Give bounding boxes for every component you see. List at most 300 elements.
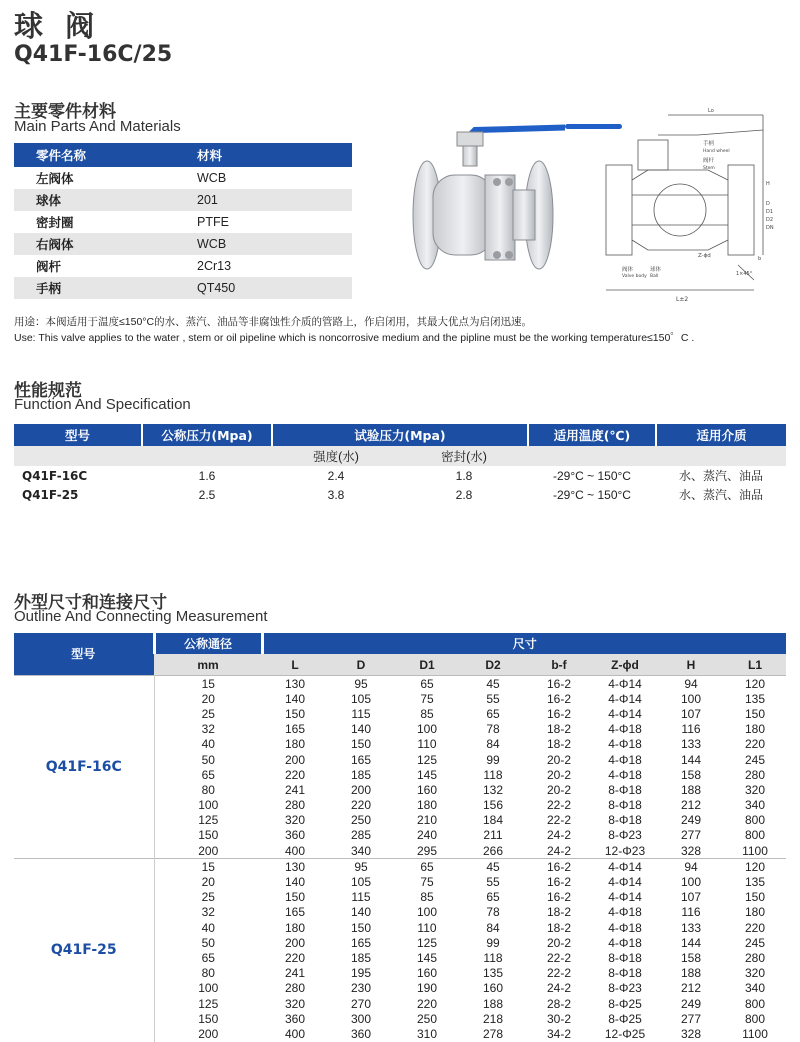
dims-cell: 360: [284, 1011, 306, 1026]
dims-cell: 280: [744, 950, 766, 965]
part-material: QT450: [173, 277, 352, 299]
dims-cell: 4-Φ18: [608, 752, 642, 767]
spec-model: Q41F-25: [22, 487, 79, 502]
table-row: [14, 255, 352, 277]
dims-cell: 150: [284, 890, 306, 905]
dims-cell: 218: [482, 1011, 504, 1026]
part-material: WCB: [173, 233, 352, 255]
dims-cell: 190: [416, 981, 438, 996]
dims-col-header: D1: [394, 654, 460, 676]
spec-col-medium: 适用介质: [656, 424, 786, 446]
dims-cell: 220: [350, 798, 372, 813]
parts-col-material: 材料: [197, 148, 223, 163]
dims-cell: 22-2: [546, 966, 572, 981]
parts-table: [14, 143, 352, 299]
label-handle-cn: 手柄: [703, 141, 715, 147]
dims-cell: 45: [460, 676, 526, 692]
dims-cell: 145: [416, 950, 438, 965]
part-name: 球体: [14, 189, 173, 211]
dims-cell: 320: [284, 813, 306, 828]
dims-cell: 241: [284, 782, 306, 797]
dims-cell: 180: [744, 905, 766, 920]
dims-cell: 200: [284, 752, 306, 767]
dims-cell: 158: [680, 767, 702, 782]
spec-sub-strength: 强度(水): [272, 446, 400, 466]
part-material: WCB: [197, 171, 227, 185]
table-row: [14, 676, 786, 692]
dims-cell: 115: [351, 890, 371, 905]
dims-cell: 120: [724, 859, 786, 875]
dims-cell: 310: [416, 1026, 438, 1041]
dims-cell: 65: [201, 767, 215, 782]
model-number: Q41F-16C/25: [14, 42, 173, 67]
dims-cell: 25: [201, 706, 215, 721]
dims-cell: 4-Φ14: [608, 691, 642, 706]
dims-cell: 24-2: [546, 843, 572, 858]
dims-title-cn: 外型尺寸和连接尺寸: [14, 593, 167, 613]
dims-cell: 150: [350, 920, 372, 935]
spec-header-row: [14, 424, 786, 446]
dims-cell: 400: [284, 843, 306, 858]
dims-cell: 150: [744, 706, 766, 721]
label-b: b: [758, 256, 762, 262]
dims-cell: 340: [744, 798, 766, 813]
dims-cell: 220: [744, 920, 766, 935]
dims-cell: 18-2: [546, 920, 572, 935]
dims-cell: 212: [680, 981, 702, 996]
dims-col-size: 尺寸: [262, 633, 786, 654]
label-d2: D2: [766, 217, 774, 223]
dims-cell: 250: [416, 1011, 438, 1026]
dims-cell: 132: [482, 782, 504, 797]
dims-cell: 40: [201, 920, 215, 935]
dims-cell: 20-2: [546, 752, 572, 767]
dims-cell: 328: [680, 843, 702, 858]
table-row: [14, 233, 352, 255]
dims-cell: 100: [416, 905, 438, 920]
dims-cell: 184: [482, 813, 504, 828]
dims-cell: 116: [681, 905, 701, 920]
dims-cell: 220: [284, 767, 306, 782]
dims-cell: 144: [680, 935, 702, 950]
label-handle-en: Hand wheel: [703, 149, 730, 154]
dims-cell: 95: [328, 676, 394, 692]
label-d1: D1: [766, 209, 774, 215]
dims-cell: 130: [262, 859, 328, 875]
dims-cell: 125: [416, 752, 438, 767]
dims-cell: 400: [284, 1026, 306, 1041]
spec-title-en: Function And Specification: [14, 396, 191, 413]
dims-cell: 12-Φ25: [604, 1026, 646, 1041]
dims-cell: 34-2: [546, 1026, 572, 1041]
dims-cell: 185: [350, 767, 372, 782]
dims-cell: 800: [744, 1011, 766, 1026]
dims-cell: 266: [482, 843, 504, 858]
spec-table: [14, 424, 786, 504]
dims-cell: 8-Φ18: [608, 798, 642, 813]
spec-strength: 3.8: [327, 487, 345, 502]
dims-cell: 4-Φ14: [592, 676, 658, 692]
spec-temp: -29°C ~ 150°C: [553, 468, 631, 483]
dims-cell: 360: [350, 1026, 372, 1041]
dims-cell: 140: [284, 875, 306, 890]
label-dn: DN: [766, 225, 774, 231]
dims-cell: 32: [201, 722, 215, 737]
dims-cell: 75: [420, 691, 434, 706]
dims-cell: 188: [482, 996, 504, 1011]
dims-cell: 8-Φ25: [608, 996, 642, 1011]
dims-cell: 165: [284, 722, 306, 737]
dims-cell: 94: [658, 676, 724, 692]
dims-cell: 320: [744, 782, 766, 797]
dims-cell: 277: [680, 828, 702, 843]
dims-cell: 20-2: [546, 782, 572, 797]
dims-cell: 28-2: [546, 996, 572, 1011]
dims-cell: 45: [460, 859, 526, 875]
dims-cell: 95: [328, 859, 394, 875]
dims-cell: 24-2: [546, 828, 572, 843]
dims-cell: 110: [417, 920, 437, 935]
dims-cell: 220: [744, 737, 766, 752]
dims-cell: 20-2: [546, 935, 572, 950]
dims-cell: 4-Φ18: [608, 935, 642, 950]
dims-cell: 16-2: [546, 691, 572, 706]
dims-cell: 4-Φ14: [608, 706, 642, 721]
dims-cell: 277: [680, 1011, 702, 1026]
table-row: [14, 466, 786, 485]
dims-cell: 150: [198, 1011, 219, 1026]
dims-cell: 85: [420, 890, 434, 905]
dims-col-header: H: [658, 654, 724, 676]
dims-header-row: [14, 633, 786, 654]
dims-cell: 16-2: [546, 890, 572, 905]
dims-cell: 78: [486, 722, 500, 737]
part-name: 密封圈: [36, 215, 74, 230]
spec-col-nominal: 公称压力(Mpa): [142, 424, 272, 446]
dims-cell: 1100: [742, 1026, 768, 1041]
dims-cell: 220: [416, 996, 438, 1011]
dims-cell: 8-Φ18: [608, 950, 642, 965]
dims-cell: 200: [284, 935, 306, 950]
dims-cell: 144: [680, 752, 702, 767]
dims-cell: 32: [201, 905, 215, 920]
dims-cell: 160: [482, 981, 504, 996]
dims-cell: 188: [680, 966, 702, 981]
dims-cell: 800: [744, 996, 766, 1011]
dims-cell: 115: [351, 706, 371, 721]
usage-cn: 用途：本阀适用于温度≤150°C的水、蒸汽、油品等非腐蚀性介质的管路上，作启闭用，其最大优点为启闭迅速。: [14, 316, 533, 328]
part-name: 阀杆: [36, 259, 62, 274]
dims-cell: 125: [416, 935, 438, 950]
dims-cell: 1100: [742, 843, 768, 858]
spec-nominal: 2.5: [198, 487, 216, 502]
dims-cell: 20: [201, 691, 215, 706]
dims-title-en: Outline And Connecting Measurement: [14, 608, 268, 625]
dims-cell: 125: [198, 813, 219, 828]
dims-cell: 50: [201, 935, 215, 950]
dims-cell: 16-2: [526, 676, 592, 692]
dims-cell: 99: [486, 752, 500, 767]
dims-cell: 212: [680, 798, 702, 813]
dims-cell: 75: [420, 875, 434, 890]
dims-cell: 100: [680, 691, 702, 706]
dims-cell: 18-2: [546, 722, 572, 737]
dims-cell: 105: [350, 691, 372, 706]
dims-cell: 800: [744, 813, 766, 828]
dims-cell: 158: [680, 950, 702, 965]
dims-cell: 125: [198, 996, 219, 1011]
dims-cell: 211: [483, 828, 503, 843]
ball-valve-image: [405, 120, 565, 290]
label-stem-en: Stem: [703, 166, 715, 171]
dims-cell: 340: [350, 843, 372, 858]
dims-cell: 250: [350, 813, 372, 828]
dims-cell: 320: [744, 966, 766, 981]
dims-cell: 78: [486, 905, 500, 920]
dims-cell: 280: [284, 981, 306, 996]
part-material: 2Cr13: [197, 259, 232, 273]
label-d: D: [766, 201, 770, 207]
dims-cell: 800: [744, 828, 766, 843]
parts-title-en: Main Parts And Materials: [14, 118, 181, 135]
dims-model: Q41F-16C: [14, 676, 154, 859]
dims-cell: 135: [744, 875, 766, 890]
label-ball-cn: 球体: [650, 267, 662, 273]
dims-col-header: Z-ϕd: [592, 654, 658, 676]
dims-cell: 65: [486, 890, 500, 905]
label-h: H: [766, 181, 770, 187]
dims-col-dn: 公称通径: [154, 633, 262, 654]
label-body-en: Valve body: [622, 274, 647, 279]
dims-cell: 135: [744, 691, 766, 706]
dims-cell: 135: [482, 966, 504, 981]
dims-cell: 150: [284, 706, 306, 721]
part-name: 左阀体: [36, 171, 74, 186]
dims-cell: 50: [201, 752, 215, 767]
dims-cell: 22-2: [546, 950, 572, 965]
dims-col-header: b-f: [526, 654, 592, 676]
dims-cell: 165: [350, 752, 372, 767]
part-name: 手柄: [14, 277, 173, 299]
spec-medium: 水、蒸汽、油品: [678, 469, 763, 483]
dims-cell: 185: [350, 950, 372, 965]
dims-cell: 200: [350, 782, 372, 797]
part-material: PTFE: [197, 215, 229, 229]
dims-cell: 4-Φ18: [608, 722, 642, 737]
dims-cell: 24-2: [546, 981, 572, 996]
dims-cell: 285: [350, 828, 372, 843]
dims-cell: 85: [420, 706, 434, 721]
dims-cell: 99: [486, 935, 500, 950]
dims-cell: 4-Φ18: [608, 920, 642, 935]
dims-cell: 210: [416, 813, 438, 828]
dims-col-header: L: [262, 654, 328, 676]
spec-temp: -29°C ~ 150°C: [553, 487, 631, 502]
dims-cell: 18-2: [546, 737, 572, 752]
dims-cell: 340: [744, 981, 766, 996]
dims-cell: 8-Φ25: [608, 1011, 642, 1026]
dims-cell: 4-Φ14: [592, 859, 658, 875]
dims-cell: 8-Φ18: [608, 782, 642, 797]
dims-cell: 100: [416, 722, 438, 737]
spec-col-model: 型号: [64, 428, 90, 443]
dims-cell: 8-Φ18: [608, 813, 642, 828]
label-ball-en: Ball: [650, 274, 659, 279]
dims-cell: 22-2: [546, 813, 572, 828]
dims-cell: 150: [198, 828, 219, 843]
table-row: [14, 189, 352, 211]
dims-col-header: L1: [724, 654, 786, 676]
label-lo: Lo: [708, 108, 714, 114]
table-row: [14, 485, 786, 504]
dims-cell: 165: [350, 935, 372, 950]
dims-cell: 107: [680, 890, 702, 905]
part-material: 201: [173, 189, 352, 211]
dims-cell: 55: [486, 875, 500, 890]
table-row: [14, 167, 352, 189]
dims-cell: 180: [284, 737, 306, 752]
dims-cell: 8-Φ18: [608, 966, 642, 981]
spec-col-test: 试验压力(Mpa): [272, 424, 528, 446]
dims-cell: 245: [744, 752, 766, 767]
dims-cell: 15: [154, 676, 262, 692]
dims-cell: 18-2: [546, 905, 572, 920]
spec-medium: 水、蒸汽、油品: [678, 488, 763, 502]
dims-cell: 100: [198, 798, 219, 813]
dims-cell: 278: [482, 1026, 504, 1041]
dims-cell: 295: [416, 843, 438, 858]
dims-cell: 65: [486, 706, 500, 721]
usage-en: Use: This valve applies to the water , stem or oil pipeline which is noncorrosive medium and the pipline must be the working temperature≤150゜C .: [14, 332, 695, 344]
dims-cell: 160: [416, 966, 438, 981]
spec-seal: 2.8: [455, 487, 473, 502]
spec-sub-seal: 密封(水): [400, 446, 528, 466]
dims-col-header: D2: [460, 654, 526, 676]
dims-cell: 40: [201, 737, 215, 752]
dims-cell: 30-2: [546, 1011, 572, 1026]
label-length: L±2: [676, 296, 689, 303]
dims-cell: 300: [350, 1011, 372, 1026]
dims-cell: 100: [198, 981, 219, 996]
parts-header-row: [14, 143, 352, 167]
dims-cell: 165: [284, 905, 306, 920]
dims-cell: 107: [680, 706, 702, 721]
dims-cell: 118: [483, 950, 503, 965]
dims-cell: 220: [284, 950, 306, 965]
dims-cell: 180: [744, 722, 766, 737]
dims-cell: 4-Φ14: [608, 875, 642, 890]
dims-cell: 55: [486, 691, 500, 706]
dims-cell: 280: [284, 798, 306, 813]
dims-cell: 160: [416, 782, 438, 797]
dims-cell: 133: [680, 920, 702, 935]
dims-cell: 156: [482, 798, 504, 813]
dims-cell: 65: [394, 859, 460, 875]
spec-model: Q41F-16C: [22, 468, 88, 483]
parts-col-name: 零件名称: [36, 148, 87, 163]
table-row: [14, 277, 352, 299]
dims-cell: 65: [201, 950, 215, 965]
dims-cell: 4-Φ18: [608, 737, 642, 752]
dims-cell: 100: [680, 875, 702, 890]
dims-cell: 15: [154, 859, 262, 875]
dims-cell: 360: [284, 828, 306, 843]
spec-nominal: 1.6: [198, 468, 216, 483]
parts-title-cn: 主要零件材料: [14, 102, 116, 122]
part-name: 右阀体: [14, 233, 173, 255]
dims-col-header: D: [328, 654, 394, 676]
table-row: [14, 211, 352, 233]
dims-cell: 12-Φ23: [604, 843, 646, 858]
dims-cell: 8-Φ23: [608, 828, 642, 843]
dims-cell: 241: [284, 966, 306, 981]
dims-cell: 150: [744, 890, 766, 905]
dims-cell: 20: [201, 875, 215, 890]
dims-cell: 320: [284, 996, 306, 1011]
dims-cell: 80: [201, 966, 215, 981]
dims-cell: 118: [483, 767, 503, 782]
technical-drawing: [598, 105, 788, 305]
spec-seal: 1.8: [455, 468, 473, 483]
dims-cell: 270: [350, 996, 372, 1011]
dims-col-model: 型号: [14, 633, 154, 676]
dims-cell: 84: [486, 920, 500, 935]
dims-cell: 25: [201, 890, 215, 905]
dims-cell: 245: [744, 935, 766, 950]
dims-cell: 4-Φ14: [608, 890, 642, 905]
dims-cell: 116: [681, 722, 701, 737]
dims-cell: 328: [680, 1026, 702, 1041]
page-title: 球 阀: [14, 9, 101, 43]
dims-cell: 22-2: [546, 798, 572, 813]
dims-model: Q41F-25: [14, 859, 154, 1042]
spec-col-temp: 适用温度(℃): [528, 424, 656, 446]
dims-cell: 249: [680, 813, 702, 828]
label-body-cn: 阀体: [622, 267, 634, 273]
dims-cell: 120: [724, 676, 786, 692]
dims-cell: 140: [284, 691, 306, 706]
dims-cell: 140: [350, 722, 372, 737]
dims-cell: 280: [744, 767, 766, 782]
dims-cell: 145: [416, 767, 438, 782]
dims-cell: 84: [486, 737, 500, 752]
dims-cell: 16-2: [546, 875, 572, 890]
dims-cell: 65: [394, 676, 460, 692]
dims-cell: 94: [658, 859, 724, 875]
dims-cell: 150: [350, 737, 372, 752]
dims-cell: 130: [262, 676, 328, 692]
dims-cell: 16-2: [546, 706, 572, 721]
label-stem-cn: 阀杆: [703, 158, 715, 164]
dims-cell: 240: [416, 828, 438, 843]
dims-cell: 110: [417, 737, 437, 752]
dims-cell: 4-Φ18: [608, 767, 642, 782]
dims-cell: 200: [198, 1026, 219, 1041]
dims-cell: 230: [350, 981, 372, 996]
dims-cell: 8-Φ23: [608, 981, 642, 996]
dims-cell: 188: [680, 782, 702, 797]
spec-subheader-row: [14, 446, 786, 466]
dims-cell: 133: [680, 737, 702, 752]
dims-cell: 16-2: [526, 859, 592, 875]
dims-cell: 200: [198, 843, 219, 858]
dims-unit: mm: [154, 654, 262, 676]
dims-cell: 4-Φ18: [608, 905, 642, 920]
dims-cell: 249: [680, 996, 702, 1011]
label-chamfer: 1×45°: [736, 271, 753, 277]
dims-cell: 20-2: [546, 767, 572, 782]
dims-cell: 140: [350, 905, 372, 920]
